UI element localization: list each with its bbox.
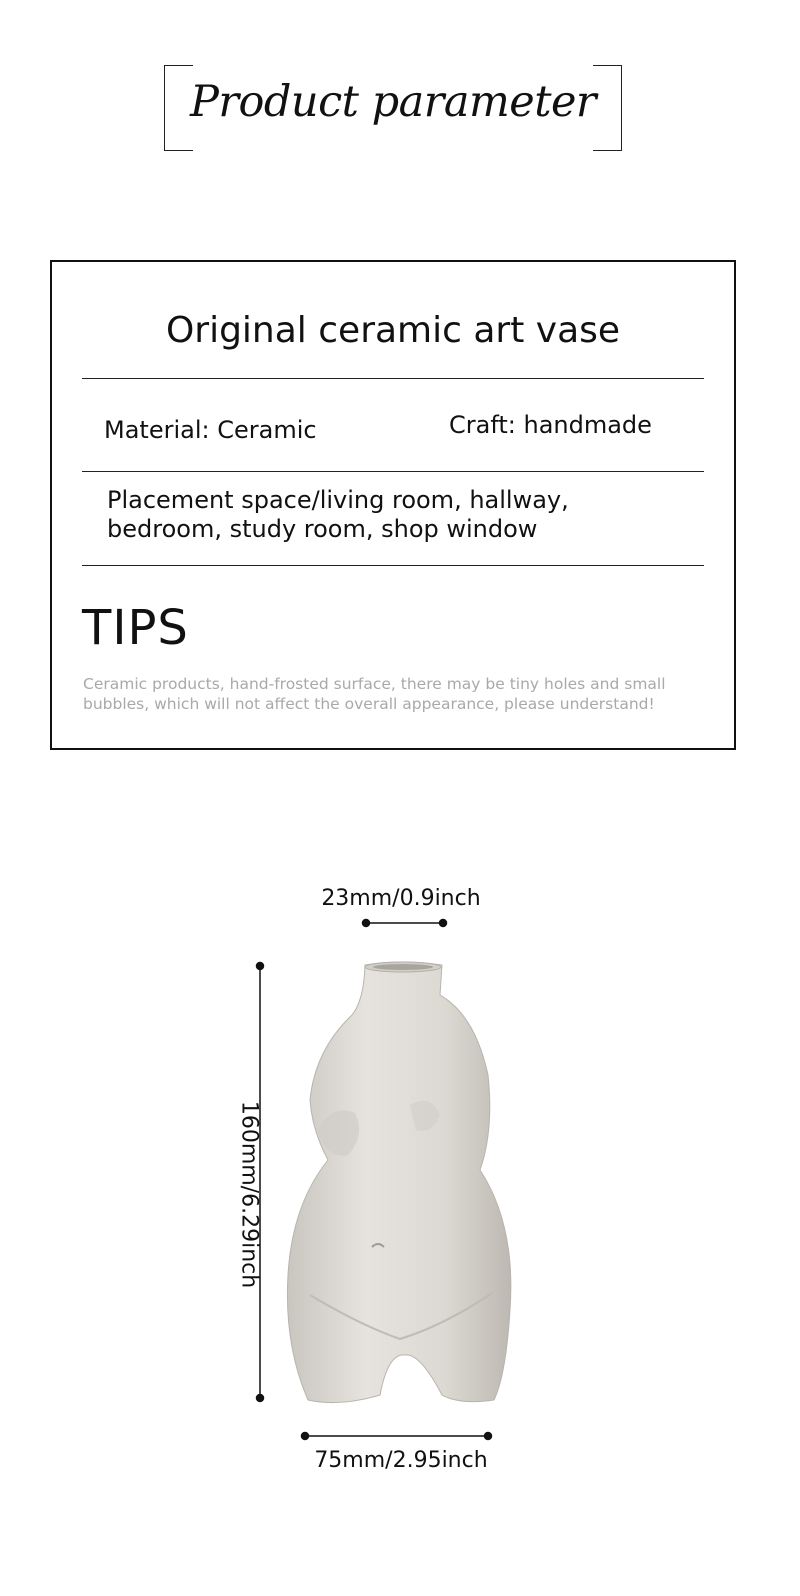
width-dimension-label: 75mm/2.95inch [314, 1448, 488, 1473]
product-title: Original ceramic art vase [165, 310, 621, 351]
tips-text: Ceramic products, hand-frosted surface, there may be tiny holes and small bubbles, which will not affect the overall appearance, please understand! [83, 675, 666, 713]
placement-text: Placement space/living room, hallway, bedroom, study room, shop window [107, 486, 569, 543]
mouth-dimension-start [363, 920, 370, 927]
height-dimension-label: 160mm/6.29inch [236, 1100, 262, 1289]
width-dimension-end [485, 1433, 492, 1440]
width-dimension-start [302, 1433, 309, 1440]
height-dimension-end [257, 1395, 264, 1402]
section-title: Product parameter [190, 77, 596, 127]
material-label: Material: Ceramic [104, 416, 317, 444]
craft-label: Craft: handmade [449, 411, 652, 439]
vase-image [270, 955, 530, 1415]
mouth-dimension-end [440, 920, 447, 927]
height-dimension-start [257, 963, 264, 970]
mouth-dimension-label: 23mm/0.9inch [321, 886, 481, 911]
tips-heading: TIPS [82, 600, 189, 656]
